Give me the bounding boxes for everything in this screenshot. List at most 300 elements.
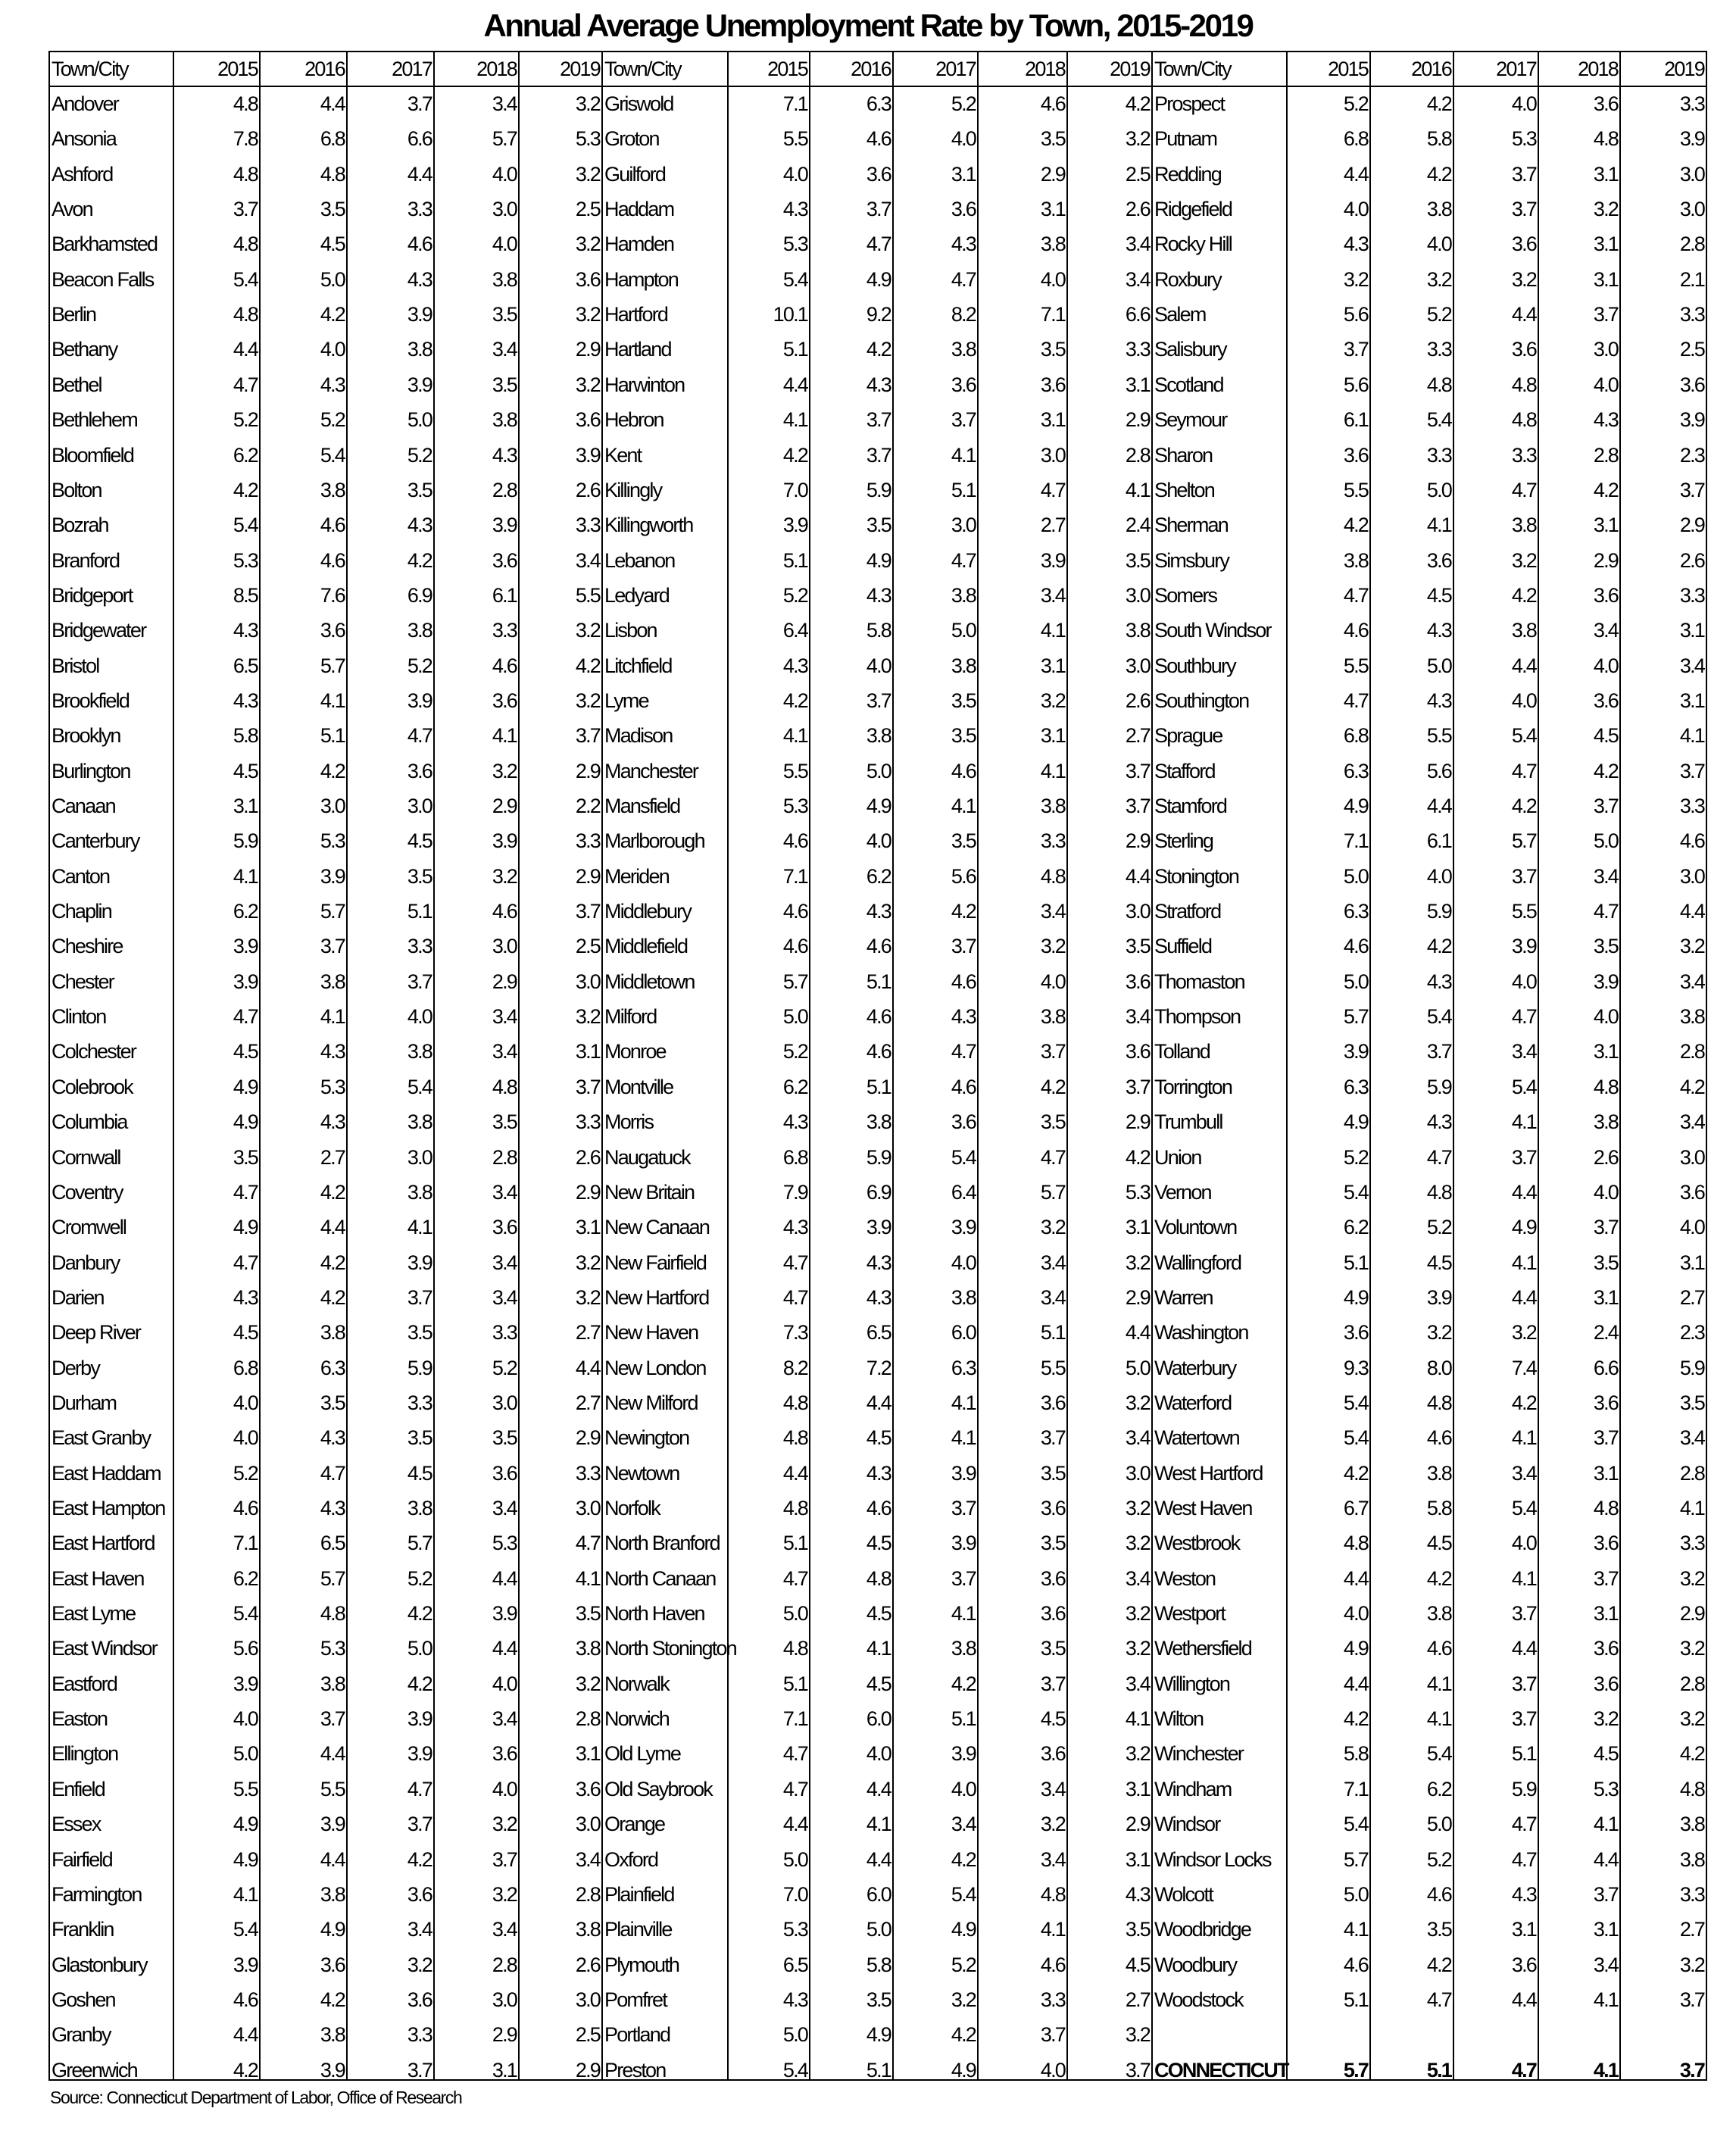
table-row-value: 4.7 <box>1511 759 1536 782</box>
column-header-year: 2017 <box>1496 58 1536 80</box>
table-row-value: 2.9 <box>1040 162 1065 186</box>
table-row-value: 2.8 <box>1593 443 1618 467</box>
table-row-town: Griswold <box>604 92 673 115</box>
table-row-value: 3.9 <box>951 1461 976 1485</box>
state-total-value: 4.7 <box>1511 2058 1536 2082</box>
column-header-town: Town/City <box>604 58 681 80</box>
table-row-value: 4.8 <box>1426 1180 1451 1204</box>
table-row-value: 3.1 <box>575 1216 600 1239</box>
table-row-value: 3.3 <box>1426 338 1451 361</box>
table-row-value: 4.7 <box>233 1180 258 1204</box>
table-row-value: 4.2 <box>320 1251 345 1274</box>
table-row-value: 6.3 <box>1343 900 1368 923</box>
table-row-value: 5.7 <box>320 654 345 677</box>
table-row-value: 4.2 <box>1426 1953 1451 1976</box>
table-row-value: 7.6 <box>320 583 345 607</box>
table-row-town: Middlefield <box>604 935 688 958</box>
table-row-value: 4.4 <box>233 338 258 361</box>
table-row-value: 3.5 <box>1040 1461 1065 1485</box>
table-row-value: 2.5 <box>575 2023 600 2047</box>
table-row-value: 2.9 <box>1125 1813 1150 1836</box>
table-row-value: 3.6 <box>1040 1497 1065 1519</box>
table-row-value: 5.4 <box>1426 1005 1451 1029</box>
table-row-value: 3.4 <box>492 92 517 115</box>
table-row-value: 4.0 <box>407 1005 432 1029</box>
table-row-value: 3.4 <box>492 338 517 361</box>
table-row-value: 3.6 <box>492 548 517 572</box>
table-row-value: 4.7 <box>320 1461 345 1485</box>
table-row-value: 6.2 <box>782 1075 807 1098</box>
table-row-value: 5.3 <box>320 1637 345 1660</box>
table-row-value: 4.9 <box>866 2023 891 2047</box>
table-row-value: 5.7 <box>1511 829 1536 853</box>
column-rule <box>173 51 174 2081</box>
table-row-value: 4.1 <box>866 1637 891 1660</box>
table-row-town: Killingworth <box>604 514 693 537</box>
table-row-value: 4.2 <box>1679 1075 1704 1098</box>
table-row-value: 3.5 <box>1040 338 1065 361</box>
table-row-value: 5.0 <box>1343 1882 1368 1906</box>
table-row-value: 2.7 <box>575 1391 600 1414</box>
table-row-value: 3.3 <box>575 1461 600 1485</box>
table-row-value: 4.3 <box>320 373 345 396</box>
table-row-value: 3.5 <box>1593 1251 1618 1274</box>
table-row-value: 3.1 <box>1679 1251 1704 1274</box>
table-row-value: 3.2 <box>1679 1953 1704 1976</box>
table-row-value: 3.5 <box>1125 548 1150 572</box>
table-row-value: 4.0 <box>1593 1180 1618 1204</box>
table-row-value: 5.0 <box>1343 970 1368 993</box>
table-row-value: 3.4 <box>1040 1251 1065 1274</box>
table-row-value: 4.5 <box>1040 1707 1065 1731</box>
table-row-value: 6.0 <box>866 1707 891 1731</box>
table-row-value: 6.4 <box>951 1180 976 1204</box>
table-row-value: 2.9 <box>492 795 517 817</box>
table-row-value: 4.4 <box>1511 1285 1536 1309</box>
table-row-value: 3.7 <box>407 2058 432 2082</box>
table-row-value: 4.3 <box>866 583 891 607</box>
table-row-value: 3.0 <box>951 514 976 537</box>
table-row-town: Canterbury <box>52 829 139 853</box>
table-row-value: 3.9 <box>320 2058 345 2082</box>
table-row-value: 2.7 <box>575 1321 600 1345</box>
table-row-value: 4.8 <box>1593 127 1618 151</box>
table-row-value: 2.9 <box>575 2058 600 2082</box>
column-rule <box>1369 51 1371 2081</box>
table-row-value: 4.7 <box>866 233 891 256</box>
table-row-town: Oxford <box>604 1847 658 1871</box>
column-header-year: 2015 <box>217 58 258 80</box>
column-rule <box>433 51 435 2081</box>
table-row-value: 3.6 <box>1593 689 1618 712</box>
table-row-value: 4.3 <box>407 514 432 537</box>
table-row-value: 4.9 <box>951 2058 976 2082</box>
table-row-value: 3.4 <box>1593 1953 1618 1976</box>
table-row-value: 5.0 <box>407 1637 432 1660</box>
table-row-value: 3.9 <box>407 1251 432 1274</box>
table-row-value: 3.5 <box>1040 1110 1065 1134</box>
table-row-value: 4.6 <box>951 759 976 782</box>
table-row-value: 3.7 <box>951 408 976 432</box>
table-row-value: 5.7 <box>782 970 807 993</box>
table-row-value: 3.8 <box>1426 1602 1451 1626</box>
table-row-value: 4.4 <box>575 1356 600 1379</box>
table-row-town: South Windsor <box>1154 619 1271 642</box>
table-row-value: 2.6 <box>575 478 600 501</box>
table-row-town: Groton <box>604 127 659 151</box>
table-row-value: 5.3 <box>1511 127 1536 151</box>
table-row-value: 4.0 <box>782 162 807 186</box>
table-row-value: 3.3 <box>575 514 600 537</box>
table-row-value: 3.5 <box>951 829 976 853</box>
table-row-value: 3.7 <box>575 1075 600 1098</box>
table-row-town: Andover <box>52 92 118 115</box>
table-row-value: 3.7 <box>1511 162 1536 186</box>
table-row-value: 6.0 <box>866 1882 891 1906</box>
table-row-value: 3.4 <box>1511 1040 1536 1063</box>
table-row-value: 4.1 <box>1125 1707 1150 1731</box>
table-row-value: 3.6 <box>492 1742 517 1766</box>
table-row-town: New Hartford <box>604 1285 709 1309</box>
table-row-town: Woodbridge <box>1154 1918 1251 1941</box>
table-row-town: Harwinton <box>604 373 685 396</box>
table-row-value: 4.2 <box>320 1180 345 1204</box>
table-row-town: Eastford <box>52 1672 117 1695</box>
table-row-value: 4.5 <box>866 1426 891 1450</box>
table-row-value: 3.2 <box>1125 2023 1150 2047</box>
table-row-town: Cornwall <box>52 1145 120 1169</box>
table-row-value: 3.1 <box>1125 1216 1150 1239</box>
table-row-value: 4.7 <box>233 1005 258 1029</box>
table-row-value: 3.8 <box>951 583 976 607</box>
table-row-town: Hamden <box>604 233 674 256</box>
table-row-value: 3.7 <box>1125 759 1150 782</box>
column-header-year: 2017 <box>392 58 432 80</box>
table-row-value: 4.4 <box>320 1847 345 1871</box>
table-row-value: 4.6 <box>1343 619 1368 642</box>
table-row-value: 3.8 <box>1593 1110 1618 1134</box>
table-row-value: 7.4 <box>1511 1356 1536 1379</box>
table-row-value: 3.5 <box>1125 1918 1150 1941</box>
table-row-value: 4.0 <box>866 1742 891 1766</box>
table-row-value: 2.7 <box>320 1145 345 1169</box>
table-row-town: Sharon <box>1154 443 1213 467</box>
table-row-value: 5.1 <box>1343 1251 1368 1274</box>
column-rule <box>518 51 520 2081</box>
table-row-value: 4.4 <box>320 1216 345 1239</box>
table-row-value: 4.4 <box>1511 1988 1536 2011</box>
table-row-value: 5.2 <box>492 1356 517 1379</box>
table-row-value: 5.3 <box>575 127 600 151</box>
table-row-value: 4.7 <box>575 1532 600 1555</box>
table-row-value: 3.6 <box>1343 1321 1368 1345</box>
table-row-value: 6.1 <box>1426 829 1451 853</box>
table-row-value: 3.1 <box>951 162 976 186</box>
column-header-year: 2018 <box>476 58 517 80</box>
table-row-value: 3.9 <box>1426 1285 1451 1309</box>
column-rule <box>892 51 894 2081</box>
state-total-label: CONNECTICUT <box>1154 2058 1288 2082</box>
table-row-value: 2.7 <box>1040 514 1065 537</box>
table-row-town: Branford <box>52 548 120 572</box>
table-row-value: 3.7 <box>866 408 891 432</box>
table-row-value: 4.0 <box>1593 654 1618 677</box>
table-row-town: Haddam <box>604 198 674 221</box>
table-row-value: 5.8 <box>866 619 891 642</box>
table-row-value: 4.1 <box>951 1391 976 1414</box>
table-row-town: Redding <box>1154 162 1221 186</box>
table-row-value: 3.3 <box>407 198 432 221</box>
table-row-town: East Hartford <box>52 1532 155 1555</box>
table-row-town: Morris <box>604 1110 654 1134</box>
table-row-value: 7.8 <box>233 127 258 151</box>
table-row-value: 4.7 <box>1593 900 1618 923</box>
table-row-value: 4.1 <box>1511 1251 1536 1274</box>
table-row-value: 4.3 <box>782 198 807 221</box>
table-row-value: 3.2 <box>1593 1707 1618 1731</box>
table-row-town: New Canaan <box>604 1216 710 1239</box>
table-row-value: 4.7 <box>782 1742 807 1766</box>
table-row-value: 3.0 <box>575 1813 600 1836</box>
table-row-value: 4.6 <box>951 1075 976 1098</box>
table-row-value: 4.2 <box>233 2058 258 2082</box>
table-row-value: 5.4 <box>1426 408 1451 432</box>
table-row-town: Durham <box>52 1391 117 1414</box>
table-row-value: 5.3 <box>320 829 345 853</box>
table-row-value: 3.7 <box>233 198 258 221</box>
table-row-town: New Britain <box>604 1180 695 1204</box>
table-row-value: 3.8 <box>866 724 891 748</box>
table-row-value: 5.0 <box>1343 864 1368 888</box>
table-row-value: 4.4 <box>407 162 432 186</box>
table-row-town: Avon <box>52 198 92 221</box>
column-rule <box>1151 51 1153 2081</box>
table-row-value: 5.2 <box>233 408 258 432</box>
table-row-value: 4.3 <box>1426 1110 1451 1134</box>
table-row-value: 4.4 <box>782 1813 807 1836</box>
table-row-town: Stamford <box>1154 795 1227 817</box>
table-row-value: 3.1 <box>233 795 258 817</box>
table-row-value: 4.0 <box>866 654 891 677</box>
table-row-value: 2.8 <box>492 1953 517 1976</box>
state-total-value: 5.1 <box>1426 2058 1451 2082</box>
table-row-value: 5.7 <box>407 1532 432 1555</box>
table-row-value: 3.8 <box>1343 548 1368 572</box>
table-row-value: 4.1 <box>1679 1497 1704 1519</box>
table-row-value: 5.9 <box>1679 1356 1704 1379</box>
table-row-value: 6.3 <box>320 1356 345 1379</box>
table-row-value: 3.0 <box>1125 583 1150 607</box>
table-row-value: 2.7 <box>1125 1988 1150 2011</box>
table-row-value: 4.7 <box>1511 478 1536 501</box>
table-row-town: Wilton <box>1154 1707 1204 1731</box>
table-row-value: 4.4 <box>492 1566 517 1590</box>
table-row-value: 4.4 <box>1125 1321 1150 1345</box>
table-row-value: 4.4 <box>1511 303 1536 326</box>
table-row-value: 3.9 <box>951 1742 976 1766</box>
table-row-value: 4.2 <box>1426 162 1451 186</box>
table-row-value: 3.4 <box>1679 1110 1704 1134</box>
table-row-value: 5.2 <box>1426 1847 1451 1871</box>
table-row-town: Hebron <box>604 408 663 432</box>
table-row-value: 5.2 <box>1426 303 1451 326</box>
table-row-value: 3.0 <box>1593 338 1618 361</box>
table-row-value: 3.4 <box>1679 1426 1704 1450</box>
table-row-value: 3.3 <box>1426 443 1451 467</box>
table-row-value: 3.6 <box>1343 443 1368 467</box>
table-row-value: 3.4 <box>1593 864 1618 888</box>
table-row-value: 3.6 <box>575 408 600 432</box>
table-row-value: 3.7 <box>951 935 976 958</box>
table-row-value: 3.1 <box>1593 1918 1618 1941</box>
table-row-value: 3.2 <box>575 233 600 256</box>
table-row-value: 4.6 <box>1040 1953 1065 1976</box>
table-row-town: Danbury <box>52 1251 120 1274</box>
table-row-value: 3.0 <box>575 1988 600 2011</box>
table-row-town: Franklin <box>52 1918 114 1941</box>
table-row-value: 5.8 <box>866 1953 891 1976</box>
table-row-value: 3.7 <box>575 900 600 923</box>
table-row-town: Seymour <box>1154 408 1227 432</box>
table-row-value: 4.0 <box>1426 864 1451 888</box>
table-row-value: 5.0 <box>1426 1813 1451 1836</box>
column-rule <box>601 51 603 2081</box>
table-row-value: 4.1 <box>866 1813 891 1836</box>
table-row-value: 4.1 <box>1040 619 1065 642</box>
table-row-value: 5.1 <box>782 338 807 361</box>
table-row-value: 3.5 <box>492 1110 517 1134</box>
table-row-value: 4.0 <box>1343 1602 1368 1626</box>
table-row-value: 3.9 <box>1679 408 1704 432</box>
table-row-value: 4.1 <box>233 864 258 888</box>
table-row-value: 4.4 <box>782 1461 807 1485</box>
table-row-value: 4.8 <box>1040 864 1065 888</box>
table-row-value: 4.0 <box>233 1426 258 1450</box>
table-row-value: 4.3 <box>320 1426 345 1450</box>
table-row-value: 4.7 <box>1343 583 1368 607</box>
table-row-town: Essex <box>52 1813 101 1836</box>
table-row-town: Marlborough <box>604 829 704 853</box>
table-row-value: 3.4 <box>492 1707 517 1731</box>
table-row-value: 6.6 <box>1593 1356 1618 1379</box>
table-row-town: Bolton <box>52 478 101 501</box>
table-row-value: 5.6 <box>1343 373 1368 396</box>
table-row-value: 5.0 <box>782 1602 807 1626</box>
table-row-value: 3.7 <box>1125 1075 1150 1098</box>
table-row-value: 3.2 <box>1125 1602 1150 1626</box>
table-row-value: 5.6 <box>1426 759 1451 782</box>
table-row-value: 4.1 <box>1511 1110 1536 1134</box>
table-row-value: 4.5 <box>866 1532 891 1555</box>
table-row-value: 3.7 <box>1511 864 1536 888</box>
table-row-value: 5.0 <box>1426 478 1451 501</box>
table-row-value: 3.5 <box>320 198 345 221</box>
table-row-value: 7.9 <box>782 1180 807 1204</box>
table-row-value: 4.8 <box>492 1075 517 1098</box>
table-row-value: 5.3 <box>320 1075 345 1098</box>
table-row-value: 5.7 <box>320 900 345 923</box>
table-row-value: 3.4 <box>1040 900 1065 923</box>
table-row-value: 2.9 <box>1125 829 1150 853</box>
table-row-value: 8.2 <box>782 1356 807 1379</box>
table-row-value: 2.7 <box>1679 1285 1704 1309</box>
table-row-value: 5.4 <box>1511 1497 1536 1519</box>
table-row-value: 4.9 <box>1343 1637 1368 1660</box>
table-row-value: 3.6 <box>1511 233 1536 256</box>
table-row-value: 3.7 <box>1125 2058 1150 2082</box>
table-row-value: 5.1 <box>407 900 432 923</box>
table-row-value: 5.0 <box>320 267 345 291</box>
table-row-value: 3.2 <box>407 1953 432 1976</box>
table-row-value: 3.4 <box>1125 1426 1150 1450</box>
column-header-year: 2019 <box>1664 58 1704 80</box>
table-row-value: 4.1 <box>575 1566 600 1590</box>
table-row-value: 4.6 <box>1343 935 1368 958</box>
table-row-value: 4.1 <box>1343 1918 1368 1941</box>
column-header-year: 2019 <box>560 58 600 80</box>
table-row-value: 4.9 <box>320 1918 345 1941</box>
table-row-town: West Hartford <box>1154 1461 1263 1485</box>
table-row-value: 3.1 <box>1125 373 1150 396</box>
table-row-town: Brookfield <box>52 689 130 712</box>
table-row-value: 3.8 <box>951 338 976 361</box>
table-row-value: 3.8 <box>407 1110 432 1134</box>
table-row-value: 4.5 <box>407 829 432 853</box>
table-row-town: Colebrook <box>52 1075 133 1098</box>
table-row-value: 5.3 <box>1593 1777 1618 1801</box>
table-row-town: Old Saybrook <box>604 1777 712 1801</box>
table-row-value: 4.1 <box>320 689 345 712</box>
table-row-town: Winchester <box>1154 1742 1244 1766</box>
table-row-value: 3.1 <box>1125 1847 1150 1871</box>
table-row-value: 3.7 <box>1679 1988 1704 2011</box>
table-row-value: 3.1 <box>1040 724 1065 748</box>
column-header-town: Town/City <box>52 58 128 80</box>
table-row-value: 3.2 <box>1426 1321 1451 1345</box>
table-row-value: 4.6 <box>782 935 807 958</box>
table-row-value: 5.8 <box>233 724 258 748</box>
table-row-value: 3.0 <box>1125 1461 1150 1485</box>
table-row-value: 2.3 <box>1679 443 1704 467</box>
state-total-value: 4.1 <box>1593 2058 1618 2082</box>
table-row-value: 3.5 <box>407 864 432 888</box>
table-row-value: 3.0 <box>492 935 517 958</box>
table-row-value: 3.9 <box>407 1707 432 1731</box>
table-row-value: 3.3 <box>492 619 517 642</box>
table-row-value: 3.6 <box>951 198 976 221</box>
table-row-value: 2.8 <box>575 1707 600 1731</box>
table-row-value: 3.0 <box>1679 1145 1704 1169</box>
table-row-value: 3.9 <box>575 443 600 467</box>
table-row-value: 4.0 <box>492 1777 517 1801</box>
table-row-town: Monroe <box>604 1040 666 1063</box>
table-row-value: 5.5 <box>233 1777 258 1801</box>
table-row-value: 4.2 <box>1593 478 1618 501</box>
table-row-value: 7.1 <box>782 92 807 115</box>
table-row-value: 4.5 <box>1593 724 1618 748</box>
table-row-town: Norfolk <box>604 1497 660 1519</box>
table-row-value: 4.8 <box>320 1602 345 1626</box>
table-row-value: 3.7 <box>492 1847 517 1871</box>
table-row-value: 3.8 <box>1040 795 1065 817</box>
table-row-value: 4.6 <box>233 1497 258 1519</box>
table-row-town: Roxbury <box>1154 267 1221 291</box>
table-row-value: 3.8 <box>320 970 345 993</box>
table-row-value: 3.9 <box>1511 935 1536 958</box>
table-row-value: 4.7 <box>233 373 258 396</box>
table-row-value: 4.6 <box>866 1040 891 1063</box>
table-row-value: 3.7 <box>1511 1602 1536 1626</box>
